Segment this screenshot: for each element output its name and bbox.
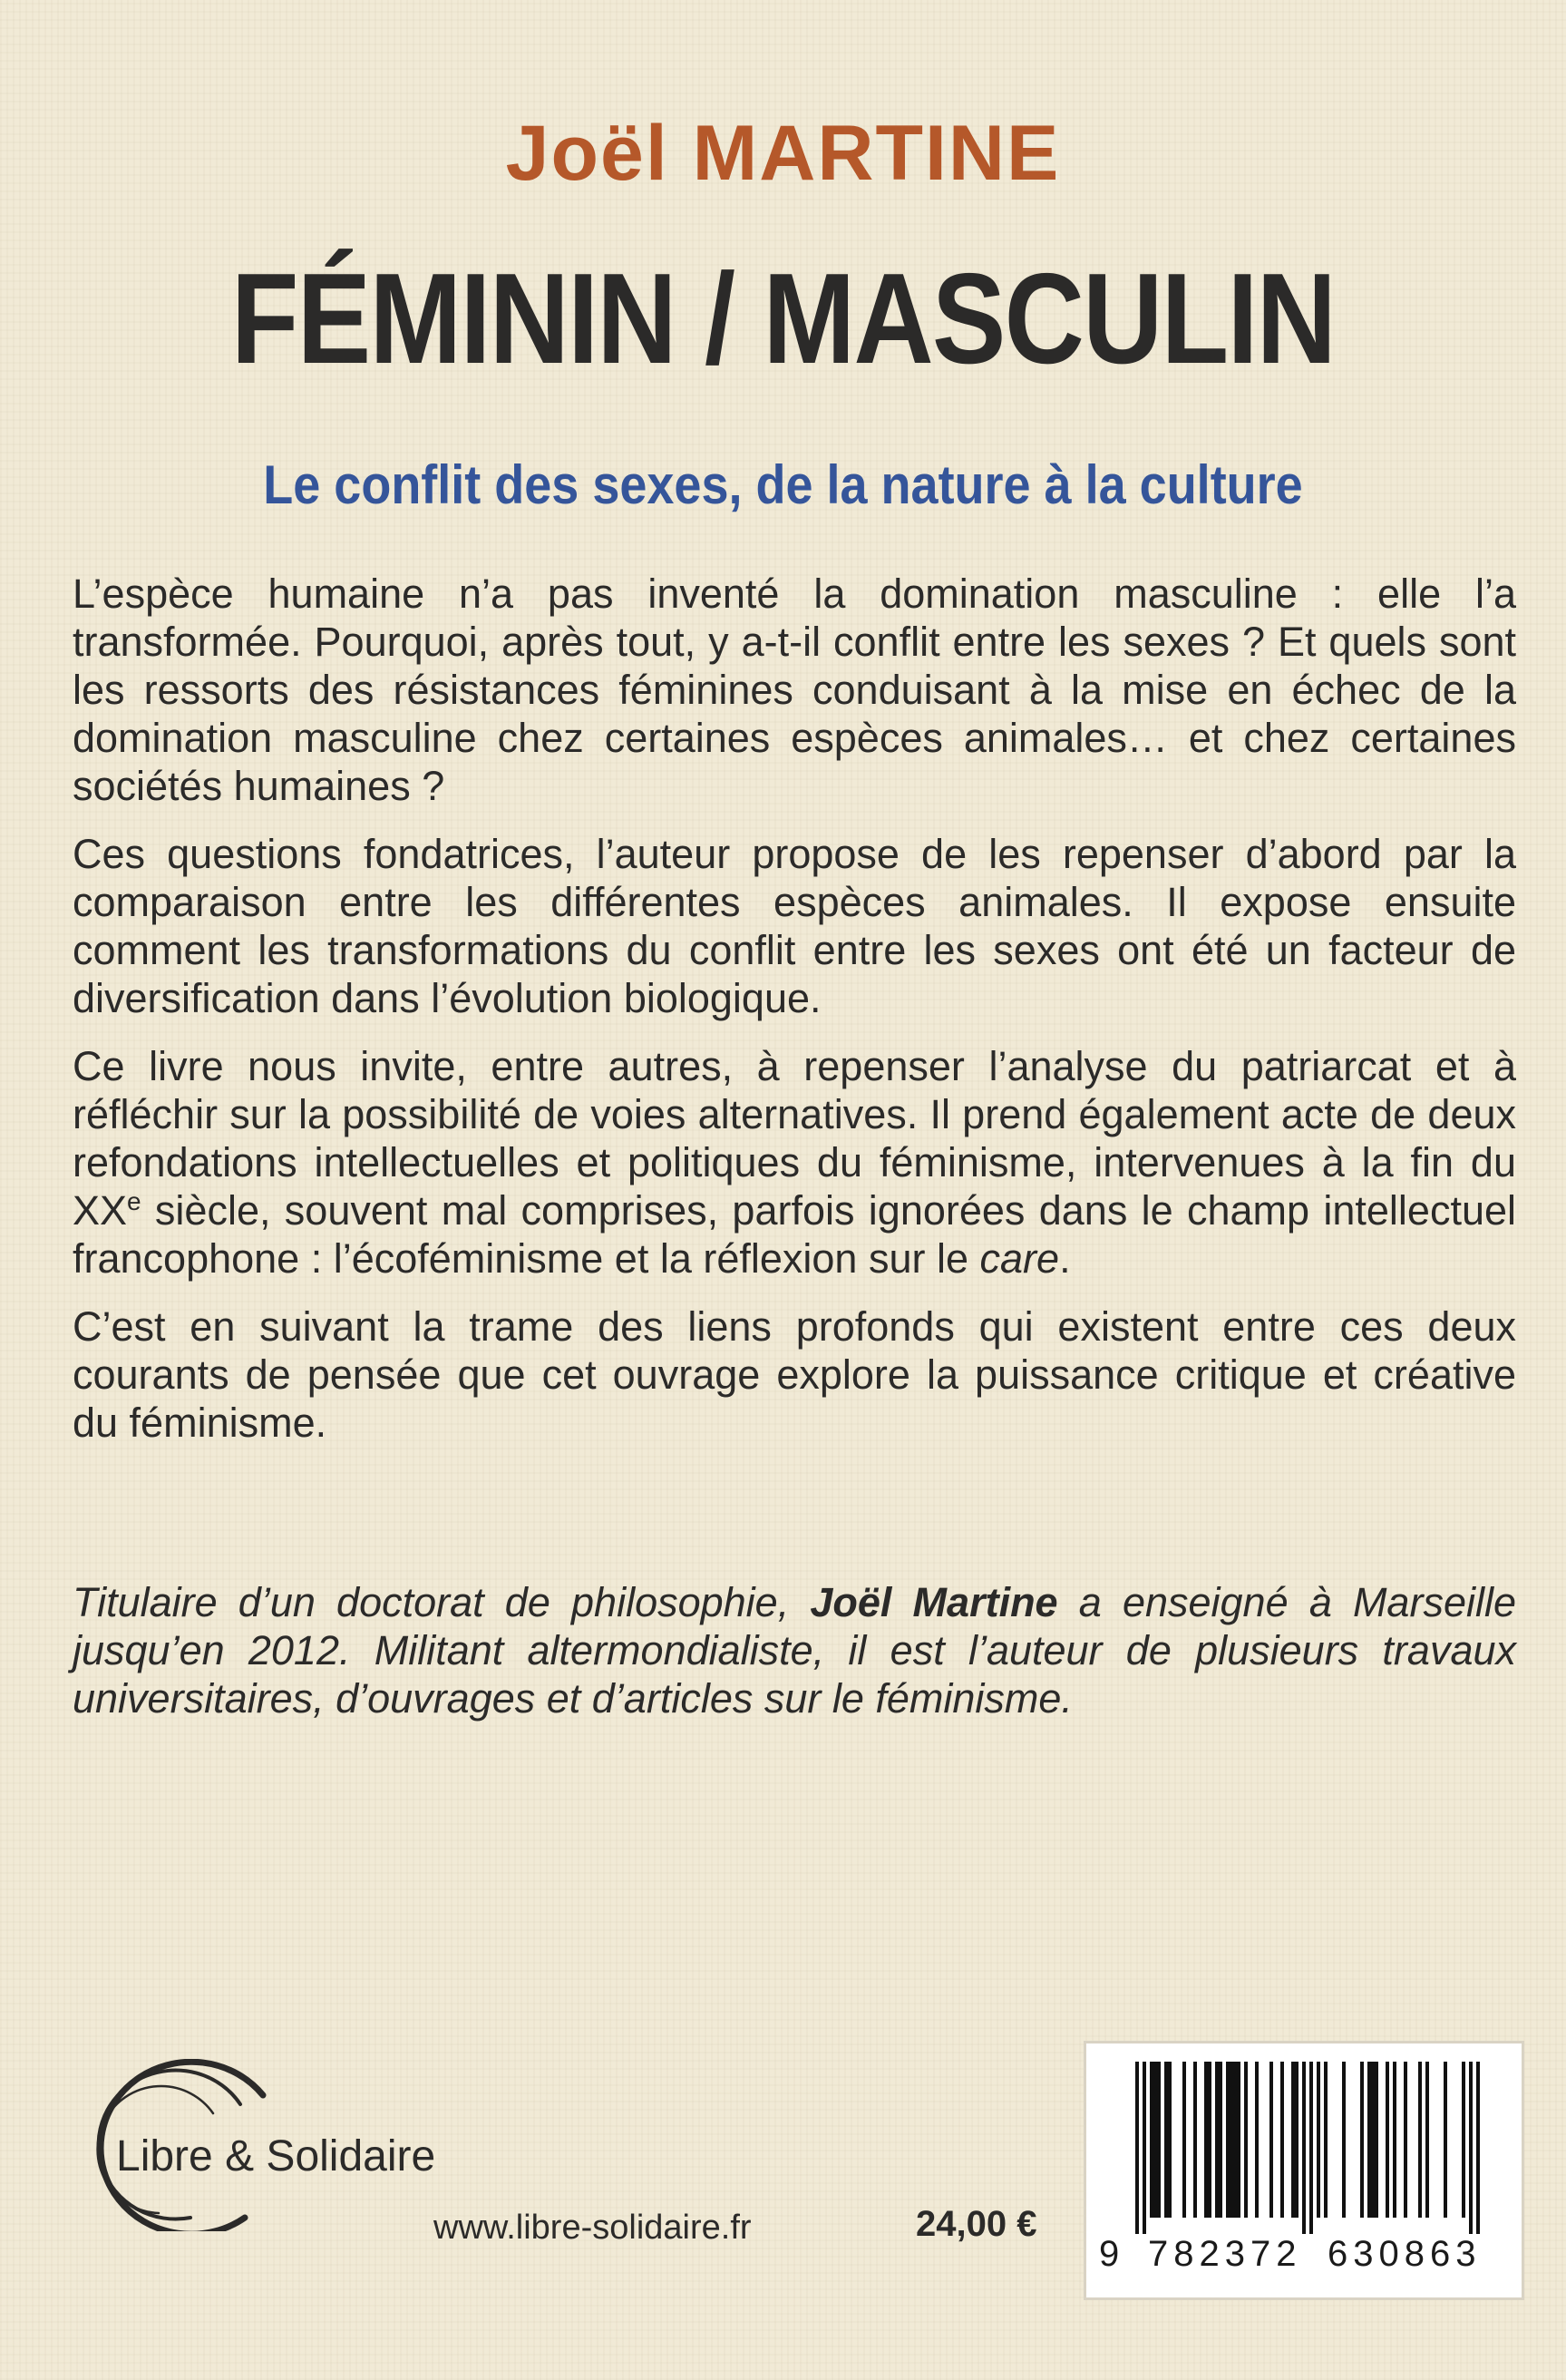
- isbn-group-1: 782372: [1148, 2234, 1302, 2274]
- isbn-lead-digit: 9: [1099, 2234, 1120, 2274]
- barcode-bar: [1255, 2062, 1259, 2218]
- barcode-bar: [1135, 2062, 1139, 2234]
- barcode-bar: [1226, 2062, 1230, 2218]
- barcode-bar: [1393, 2062, 1396, 2218]
- barcode-bar: [1237, 2062, 1240, 2218]
- bio-after: a enseigné à Marseille jusqu’en 2012. Militant altermondialiste, il est l’auteur de plusieurs travaux universitaires, d’ouvrages et d’articles sur le féminisme.: [73, 1579, 1516, 1722]
- barcode-bar: [1386, 2062, 1389, 2218]
- barcode-bar: [1182, 2062, 1186, 2218]
- barcode-bar: [1143, 2062, 1146, 2234]
- author-name: Joël MARTINE: [505, 110, 1061, 197]
- bio-name: Joël Martine: [810, 1579, 1058, 1625]
- barcode-bar: [1269, 2062, 1273, 2218]
- barcode-bar: [1233, 2062, 1237, 2218]
- barcode-bar: [1324, 2062, 1328, 2218]
- barcode-bar: [1280, 2062, 1284, 2218]
- blurb-paragraph-3: [73, 1042, 1516, 1283]
- p3-text-b: siècle, souvent mal comprises, parfois ignorées dans le champ intellectuel francophone : l’écoféminisme et la réflexion sur le: [73, 1187, 1516, 1282]
- price: 24,00 €: [916, 2204, 1037, 2244]
- isbn-group-2: 630863: [1328, 2234, 1482, 2274]
- barcode-panel: [1084, 2041, 1524, 2300]
- barcode-bar: [1208, 2062, 1211, 2218]
- barcode-bar: [1425, 2062, 1429, 2218]
- bio-before: Titulaire d’un doctorat de philosophie,: [73, 1579, 811, 1625]
- barcode-bar: [1153, 2062, 1157, 2218]
- publisher-url[interactable]: www.libre-solidaire.fr: [433, 2209, 752, 2247]
- author-bio: [73, 1578, 1516, 1722]
- barcode-bar: [1342, 2062, 1346, 2218]
- barcode-bar: [1317, 2062, 1320, 2218]
- book-subtitle: Le conflit des sexes, de la nature à la culture: [263, 454, 1303, 515]
- barcode-bar: [1215, 2062, 1219, 2218]
- barcode-bar: [1302, 2062, 1306, 2234]
- blurb-paragraph-2: Ces questions fondatrices, l’auteur propose de les repenser d’abord par la comparaison entre les différentes espèces animales. Il expose ensuite comment les transformations du conflit entre les sexes ont été un facteur de diversification dans l’évolution biologique.: [73, 831, 1516, 1021]
- barcode-bar: [1375, 2062, 1378, 2218]
- barcode: [1135, 2062, 1480, 2234]
- barcode-bar: [1418, 2062, 1422, 2218]
- blurb-paragraph-4: C’est en suivant la trame des liens profonds qui existent entre ces deux courants de pensée que cet ouvrage explore la puissance critique et créative du féminisme.: [73, 1303, 1516, 1446]
- barcode-bar: [1164, 2062, 1168, 2218]
- p3-superscript: e: [127, 1187, 141, 1215]
- barcode-bar: [1219, 2062, 1222, 2218]
- p3-care: care: [979, 1235, 1060, 1282]
- blurb-paragraph-1: L’espèce humaine n’a pas inventé la domination masculine : elle l’a transformée. Pourquoi, après tout, y a-t-il conflit entre les sexes ? Et quels sont les ressorts des résistances féminines conduisant à la mise en échec de la domination masculine chez certaines espèces animales… et chez certaines sociétés humaines ?: [73, 571, 1516, 809]
- barcode-bar: [1193, 2062, 1197, 2218]
- barcode-bar: [1444, 2062, 1447, 2218]
- barcode-bar: [1295, 2062, 1299, 2218]
- barcode-bar: [1404, 2062, 1407, 2218]
- barcode-bar: [1371, 2062, 1375, 2218]
- barcode-bar: [1367, 2062, 1371, 2218]
- p3-end: .: [1059, 1235, 1071, 1282]
- p3-text-a: Ce livre nous invite, entre autres, à repenser l’analyse du patriarcat et à réfléchir sur la possibilité de voies alternatives. Il prend également acte de deux refondations intellectuelles et politiques du féminisme, intervenues à la fin du XX: [73, 1043, 1516, 1234]
- book-title: FÉMININ / MASCULIN: [230, 247, 1336, 391]
- barcode-bar: [1360, 2062, 1364, 2218]
- barcode-bar: [1291, 2062, 1295, 2218]
- barcode-bar: [1244, 2062, 1248, 2218]
- barcode-bar: [1469, 2062, 1473, 2234]
- barcode-bar: [1157, 2062, 1161, 2218]
- barcode-bar: [1230, 2062, 1233, 2218]
- barcode-bar: [1462, 2062, 1465, 2218]
- barcode-bar: [1204, 2062, 1208, 2218]
- publisher-name: Libre & Solidaire: [116, 2132, 436, 2180]
- barcode-bar: [1476, 2062, 1480, 2234]
- blurb: [73, 570, 1516, 1467]
- barcode-bar: [1168, 2062, 1172, 2218]
- barcode-bar: [1150, 2062, 1153, 2218]
- barcode-bar: [1309, 2062, 1313, 2234]
